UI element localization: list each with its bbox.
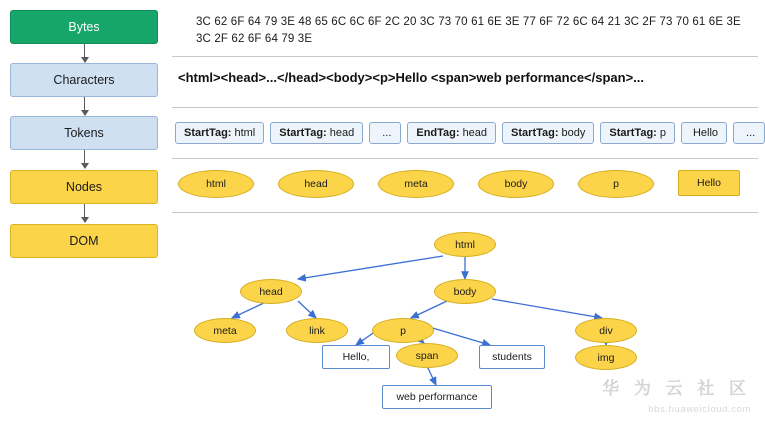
- stage-label-bytes: Bytes: [68, 20, 100, 34]
- token-chip: [600, 122, 675, 144]
- rail-arrow-2: [84, 97, 85, 115]
- node-chip-body: [478, 170, 554, 198]
- tree-node-hello: [322, 345, 390, 369]
- tree-node-head: [240, 279, 302, 304]
- token-kind: StartTag:: [511, 127, 559, 139]
- token-kind: StartTag:: [279, 127, 327, 139]
- token-chip: [270, 122, 363, 144]
- stage-box-dom: [10, 224, 158, 258]
- tree-node-label: html: [455, 238, 475, 251]
- rail-arrow-4: [84, 204, 85, 222]
- node-chip-html: [178, 170, 254, 198]
- tree-node-label: meta: [213, 324, 237, 337]
- token-chip-ellipsis: [733, 122, 765, 144]
- token-value: ...: [746, 127, 756, 139]
- node-chip-head: [278, 170, 354, 198]
- token-value: p: [659, 127, 666, 139]
- tree-node-label: span: [415, 349, 439, 362]
- tree-node-p: [372, 318, 434, 343]
- tree-node-meta: [194, 318, 256, 343]
- tree-node-div: [575, 318, 637, 343]
- rail-arrow-3: [84, 150, 85, 168]
- tree-node-label: link: [309, 324, 325, 337]
- node-chip-label: meta: [404, 178, 428, 190]
- node-list: [178, 170, 756, 200]
- token-kind: StartTag:: [609, 127, 657, 139]
- node-chip-hello: [678, 170, 740, 196]
- node-chip-label: body: [504, 178, 528, 190]
- tree-node-web-performance: [382, 385, 492, 409]
- tree-node-link: [286, 318, 348, 343]
- token-list: [175, 122, 765, 144]
- token-value: body: [561, 127, 586, 139]
- stage-label-tokens: Tokens: [64, 126, 104, 140]
- tree-node-label: p: [400, 324, 406, 337]
- tree-node-label: web performance: [396, 391, 478, 403]
- token-chip: [407, 122, 496, 144]
- tree-node-html: [434, 232, 496, 257]
- token-value: Hello: [692, 127, 719, 139]
- stage-box-characters: [10, 63, 158, 97]
- node-chip-label: Hello: [697, 177, 721, 189]
- tree-node-label: img: [597, 351, 615, 364]
- bytes-hex-text: 3C 62 6F 64 79 3E 48 65 6C 6C 6F 2C 20 3C 73 70 61 6E 3E 77 6F 72 6C 64 21 3C 2F 73 70 61 6E 3E 3C 2F 62 6F 64 79 3E: [196, 16, 741, 45]
- stage-label-nodes: Nodes: [65, 180, 103, 194]
- tree-node-body: [434, 279, 496, 304]
- node-chip-label: html: [206, 178, 226, 190]
- token-value: head: [462, 127, 488, 139]
- rail-arrow-1: [84, 44, 85, 62]
- divider-4: [172, 212, 758, 213]
- token-kind: EndTag:: [416, 127, 460, 139]
- node-chip-p: [578, 170, 654, 198]
- dom-tree: [172, 222, 765, 423]
- stage-label-dom: DOM: [69, 234, 99, 248]
- divider-3: [172, 158, 758, 159]
- tree-node-label: head: [259, 285, 283, 298]
- stage-box-tokens: [10, 116, 158, 150]
- token-chip: [502, 122, 594, 144]
- token-kind: StartTag:: [184, 127, 232, 139]
- divider-1: [172, 56, 758, 57]
- node-chip-label: head: [304, 178, 328, 190]
- stage-label-characters: Characters: [53, 73, 115, 87]
- tree-node-label: body: [453, 285, 477, 298]
- token-chip: [681, 122, 727, 144]
- tree-node-label: Hello,: [342, 351, 370, 363]
- token-value: html: [234, 127, 256, 139]
- token-value: ...: [382, 127, 392, 139]
- tree-node-img: [575, 345, 637, 370]
- node-chip-meta: [378, 170, 454, 198]
- token-value: head: [329, 127, 355, 139]
- token-chip-ellipsis: [369, 122, 401, 144]
- stage-box-nodes: [10, 170, 158, 204]
- tree-node-students: [479, 345, 545, 369]
- tree-node-label: div: [599, 324, 613, 337]
- stage-box-bytes: [10, 10, 158, 44]
- divider-2: [172, 107, 758, 108]
- token-chip: [175, 122, 264, 144]
- node-chip-label: p: [613, 178, 619, 190]
- characters-markup-text: <html><head>...</head><body><p>Hello <span>web performance</span>...: [178, 70, 645, 85]
- watermark-url: bbs.huaweicloud.com: [648, 404, 751, 415]
- tree-node-span: [396, 343, 458, 368]
- tree-node-label: students: [492, 351, 532, 363]
- watermark-text: 华 为 云 社 区: [602, 379, 751, 398]
